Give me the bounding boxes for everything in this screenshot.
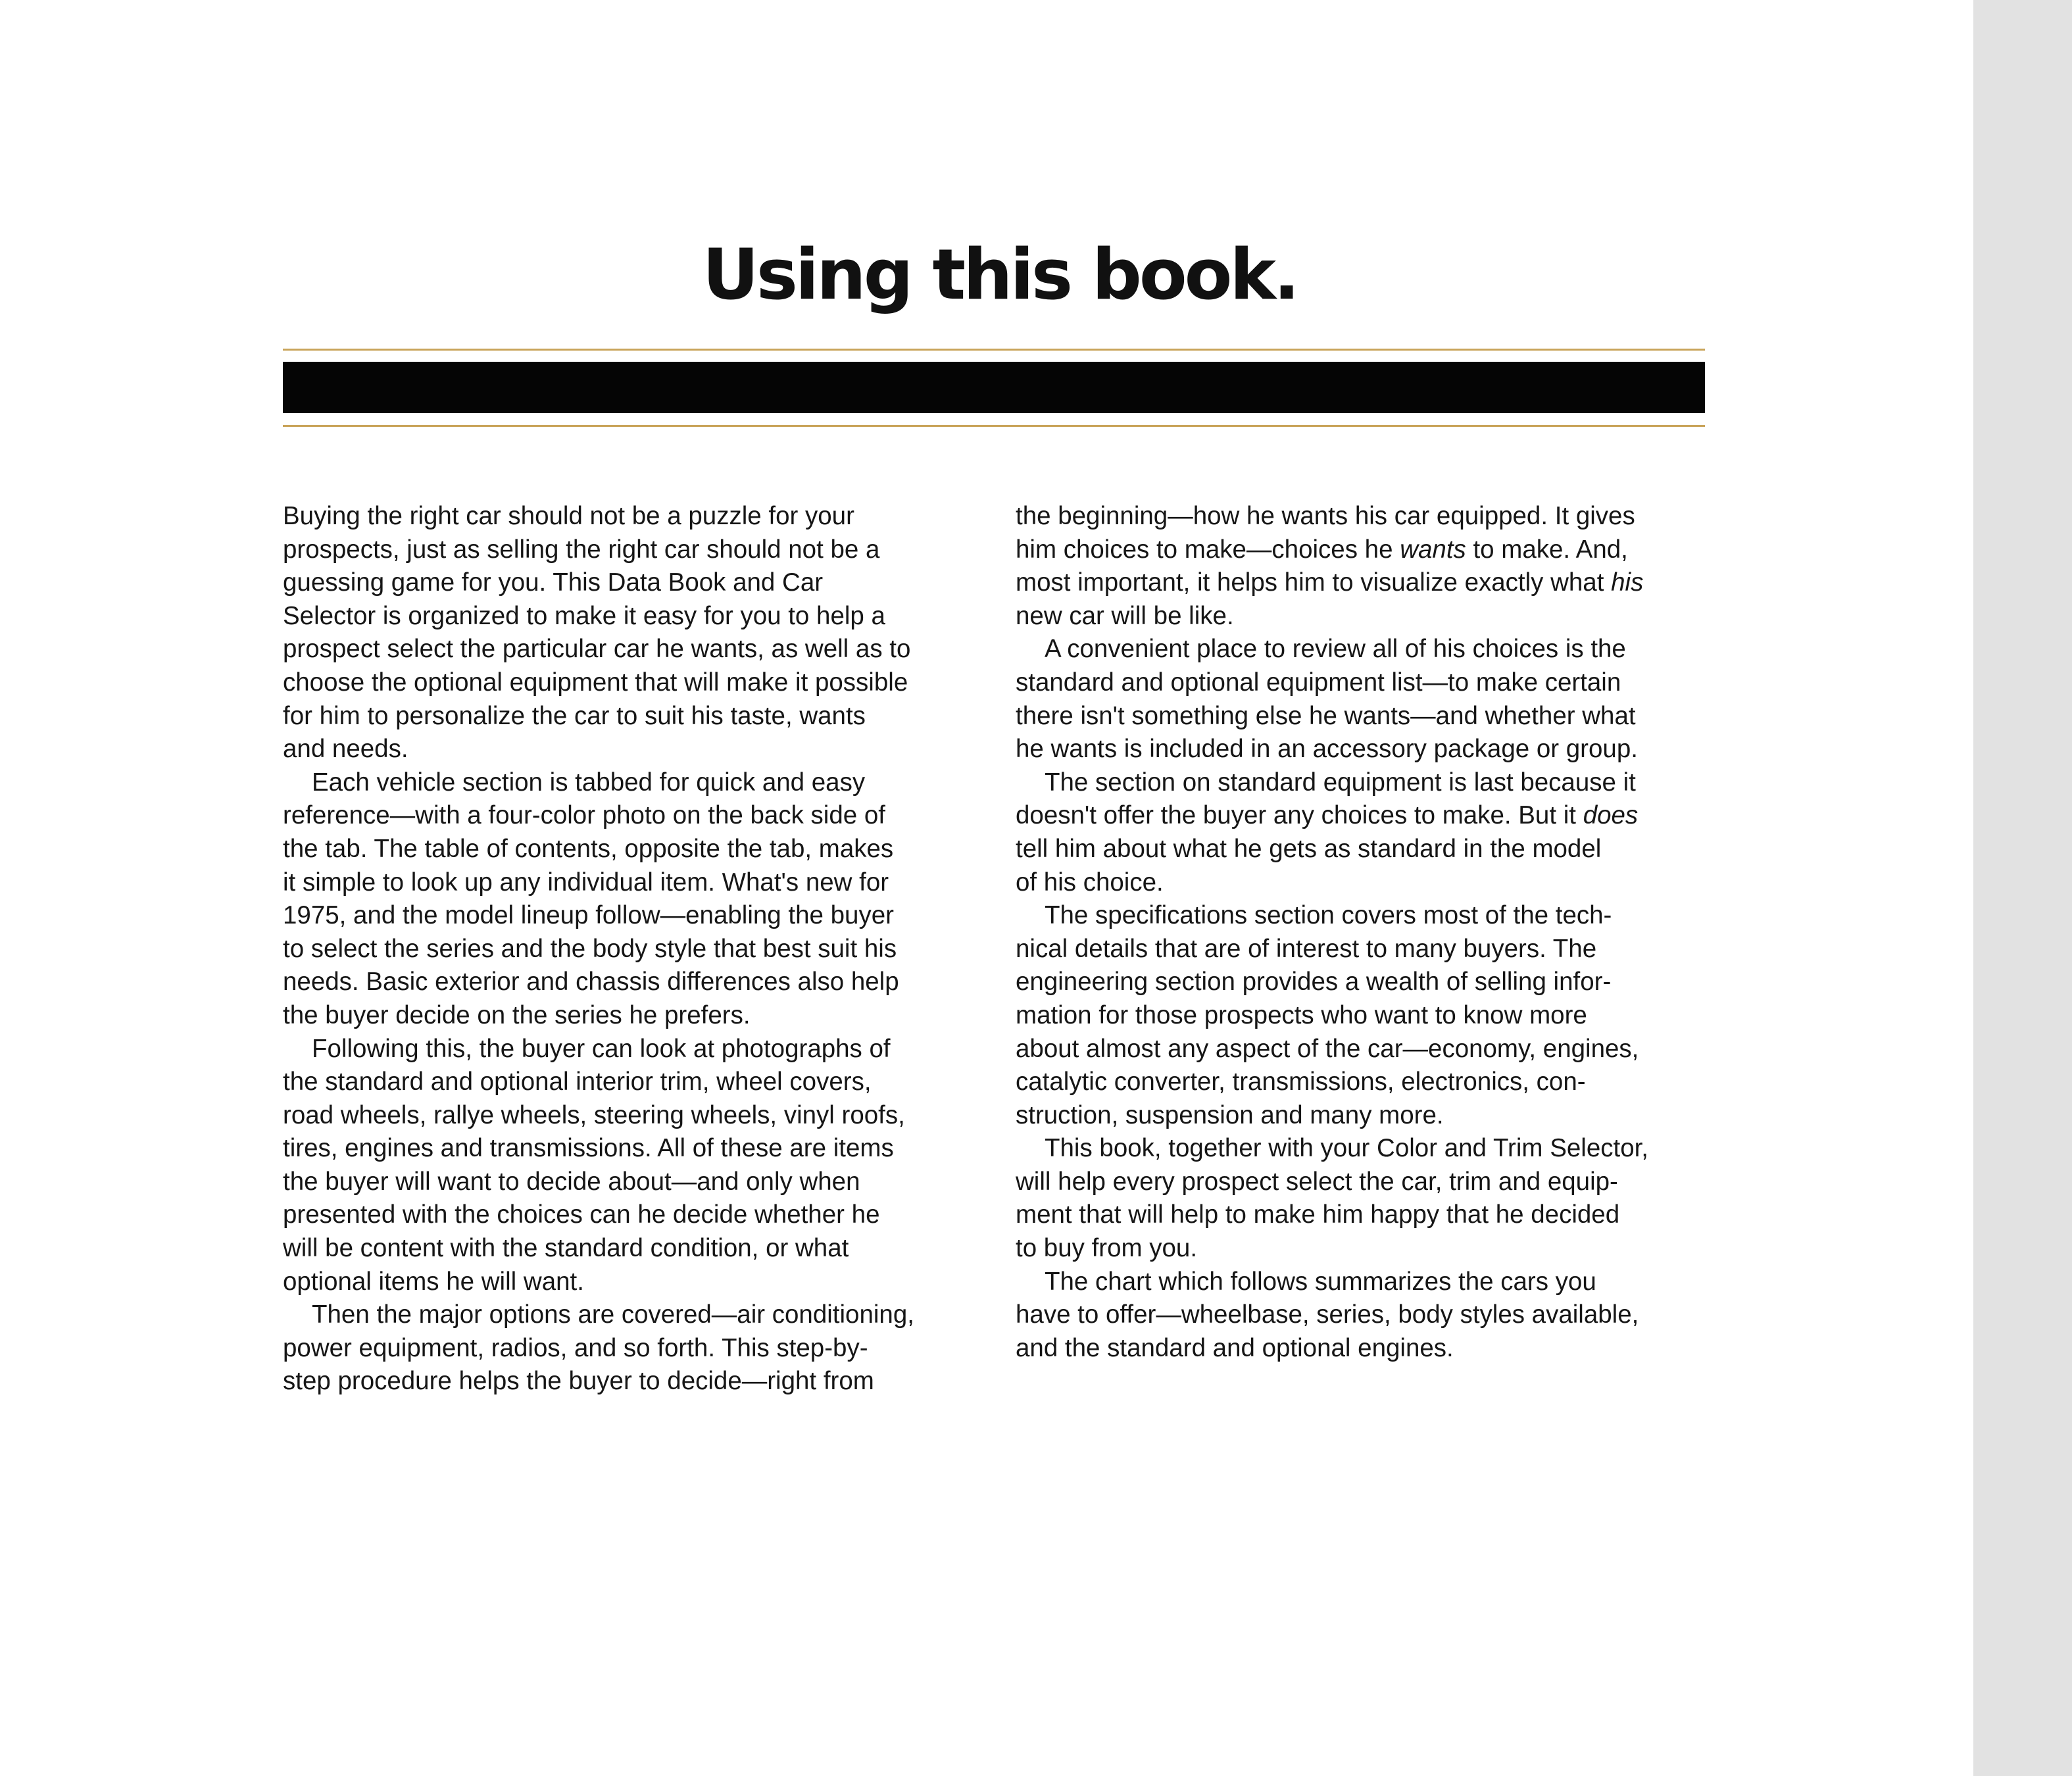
text-line: reference—with a four-color photo on the back side of [283,801,885,830]
text-line: optional items he will want. [283,1267,584,1296]
text-line: tell him about what he gets as standard in the model [1016,834,1602,863]
text-line: Following this, the buyer can look at photographs of [312,1034,891,1063]
text-line: the beginning—how he wants his car equipped. It gives [1016,502,1635,530]
paragraph [1016,633,1706,766]
text-line: prospect select the particular car he wants, as well as to [283,635,911,664]
text-line: have to offer—wheelbase, series, body styles available, [1016,1300,1639,1329]
text-line: ment that will help to make him happy that he decided [1016,1200,1620,1229]
text-run: to make. And, [1466,535,1628,564]
text-line: nical details that are of interest to many buyers. The [1016,934,1597,963]
text-run: most important, it helps him to visualize exactly what [1016,568,1612,597]
text-line: engineering section provides a wealth of selling infor- [1016,968,1612,997]
scan-margin [1973,0,2072,1776]
paragraph [283,766,974,1033]
text-line: of his choice. [1016,868,1164,897]
text-run: him choices to make—choices he [1016,535,1400,564]
text-run: doesn't offer the buyer any choices to make. But it [1016,801,1583,830]
text-line: about almost any aspect of the car—economy, engines, [1016,1034,1639,1063]
paragraph [283,1298,974,1398]
text-line: This book, together with your Color and Trim Selector, [1045,1134,1649,1163]
paragraph [283,500,974,766]
text-line: A convenient place to review all of his choices is the [1045,635,1626,664]
text-line: to buy from you. [1016,1234,1198,1263]
paragraph [1016,766,1706,899]
text-line: guessing game for you. This Data Book and Car [283,568,824,597]
text-line: catalytic converter, transmissions, electronics, con- [1016,1068,1586,1097]
gold-rule-bottom [283,425,1705,427]
text-line [1016,533,1706,567]
page-title: Using this book. [702,234,1298,315]
text-line: The chart which follows summarizes the cars you [1045,1267,1596,1296]
text-line: will be content with the standard condition, or what [283,1234,849,1263]
text-line: road wheels, rallye wheels, steering wheels, vinyl roofs, [283,1100,905,1129]
text-line [1016,799,1706,833]
paragraph [1016,1132,1706,1265]
text-line: struction, suspension and many more. [1016,1100,1444,1129]
text-line: 1975, and the model lineup follow—enabling the buyer [283,901,894,930]
paragraph [1016,500,1706,633]
text-line: to select the series and the body style that best suit his [283,934,897,963]
text-line: tires, engines and transmissions. All of these are items [283,1134,894,1163]
text-line: Then the major options are covered—air conditioning, [312,1300,914,1329]
emphasis-text: does [1583,801,1639,830]
text-line: the buyer decide on the series he prefers. [283,1000,751,1029]
text-line: there isn't something else he wants—and whether what [1016,701,1636,730]
text-line: will help every prospect select the car, trim and equip- [1016,1167,1618,1196]
text-line: for him to personalize the car to suit his taste, wants [283,701,866,730]
black-header-band [283,362,1705,413]
text-line: the tab. The table of contents, opposite the tab, makes [283,834,894,863]
text-line: and needs. [283,735,408,764]
text-line: new car will be like. [1016,601,1234,630]
text-line: standard and optional equipment list—to make certain [1016,668,1621,697]
emphasis-text: his [1611,568,1644,597]
text-line: The section on standard equipment is last because it [1045,768,1636,797]
paragraph [1016,1266,1706,1366]
gold-rule-top [283,349,1705,351]
paragraph [283,1033,974,1299]
text-line: the buyer will want to decide about—and only when [283,1167,860,1196]
text-line: power equipment, radios, and so forth. This step-by- [283,1333,868,1362]
text-line: it simple to look up any individual item. What's new for [283,868,889,897]
text-line [1016,566,1706,600]
text-line: presented with the choices can he decide whether he [283,1200,880,1229]
text-line: and the standard and optional engines. [1016,1333,1454,1362]
text-line: prospects, just as selling the right car should not be a [283,535,880,564]
paragraph [1016,899,1706,1132]
text-line: needs. Basic exterior and chassis differences also help [283,968,899,997]
text-line: he wants is included in an accessory package or group. [1016,735,1638,764]
text-line: the standard and optional interior trim, wheel covers, [283,1068,872,1097]
text-line: choose the optional equipment that will make it possible [283,668,908,697]
right-column [1016,500,1706,1365]
text-line: Buying the right car should not be a puzzle for your [283,502,854,530]
text-line: Each vehicle section is tabbed for quick and easy [312,768,866,797]
text-line: mation for those prospects who want to know more [1016,1000,1587,1029]
left-column [283,500,974,1398]
text-line: step procedure helps the buyer to decide—right from [283,1367,874,1396]
emphasis-text: wants [1400,535,1466,564]
text-line: Selector is organized to make it easy for you to help a [283,601,885,630]
text-line: The specifications section covers most of the tech- [1045,901,1612,930]
